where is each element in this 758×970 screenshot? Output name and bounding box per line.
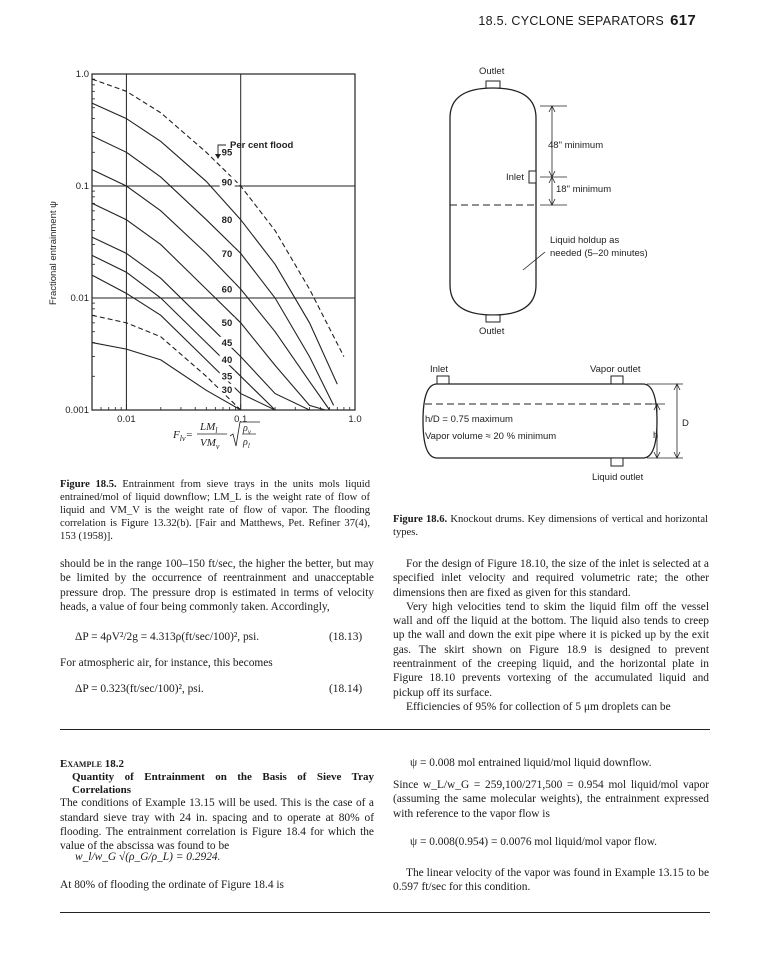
xlabel-eq: = [185,429,193,441]
xlabel-rden-sub: l [247,442,250,450]
holdup-label-1: Liquid holdup as [550,235,620,246]
curve-label-60: 60 [221,284,233,296]
example-label: Example 18.2 [60,758,125,770]
fig185-caption-label: Figure 18.5. [60,479,117,490]
xlabel-rnum-text: ρ [243,423,248,434]
vapor-volume-label: Vapor volume ≈ 20 % minimum [425,431,557,442]
example-left [60,757,374,853]
fig186-caption-label: Figure 18.6. [393,514,448,525]
vapor-outlet-label: Vapor outlet [590,364,641,375]
curve-label-30: 30 [221,384,233,396]
vert-outlet-bottom-label: Outlet [479,326,505,337]
curve-70-flood [92,170,330,410]
vapor-outlet-nozzle [611,376,623,384]
hd-label: h/D = 0.75 maximum [425,414,513,425]
holdup-label-2: needed (5–20 minutes) [550,248,648,259]
right-column [393,557,709,714]
example-right-paragraph-1: Since w_L/w_G = 259,100/271,500 = 0.954 mol liquid/mol vapor (assuming the same molecular weights), the entrainment expressed with reference to the vapor flow is [393,779,709,820]
fig185-caption-text: Entrainment from sieve trays in the units mols liquid entrained/mol of liquid downflow; LM_L is the weight rate of flow of liquid and VM_V is the weight rate of flow of vapor. The flooding correlation is Figure 13.32(b). [Fair and Matthews, Pet. Refiner 37(4), 153 (1958)]. [60,479,370,542]
horiz-inlet-label: Inlet [430,364,448,375]
curve-label-50: 50 [221,318,233,330]
curve-label-45: 45 [221,337,233,349]
example-paragraph-2: At 80% of flooding the ordinate of Figure 18.4 is [60,879,284,891]
holdup-leader [523,252,545,270]
x-tick-label: 1.0 [348,414,362,425]
x-tick-label: 0.01 [117,414,136,425]
page-number: 617 [670,12,696,29]
running-header [478,12,696,29]
horiz-inlet-nozzle [437,376,449,384]
figure-18-6-caption [393,513,708,539]
xlabel-den-sub: v [215,442,220,451]
dim-48-label: 48" minimum [548,140,604,151]
y-axis-label: Fractional entrainment ψ [48,201,59,305]
xlabel-lhs [172,429,193,443]
vert-inlet-label: Inlet [506,172,524,183]
curve-label-35: 35 [221,371,233,383]
header-section: 18.5. CYCLONE SEPARATORS [478,14,665,28]
curve-label-70: 70 [221,249,233,261]
x-tick-label: 0.1 [234,414,248,425]
left-paragraph-2: For atmospheric air, for instance, this becomes [60,657,273,669]
example-psi-vapor-equation: ψ = 0.008(0.954) = 0.0076 mol liquid/mol vapor flow. [410,836,658,848]
example-psi-equation: ψ = 0.008 mol entrained liquid/mol liquid downflow. [410,757,652,769]
equation-18-13-number: (18.13) [329,631,363,643]
y-tick-label: 1.0 [75,69,89,80]
right-paragraph-1: For the design of Figure 18.10, the size of the inlet is selected at a specified inlet velocity and required volumetric rate; the other dimensions then are fixed as given for this standard. [393,558,709,599]
curve-80-flood [92,136,334,406]
xlabel-num-sub: l [215,426,218,435]
xlabel-num-text: LM [200,421,216,433]
left-paragraph-1: should be in the range 100–150 ft/sec, the higher the better, but may be limited by the occurrence of reentrainment and unacceptable pressure drop. The pressure drop is estimated in terms of velocity heads, a value of four being commonly taken. Accordingly, [60,558,374,613]
right-paragraph-2: Very high velocities tend to skim the liquid film off the vessel wall and off the liquid at the bottom. The liquid also tends to creep up the wall and down the exit pipe where it is picked up by the exit gas. The skirt shown on Figure 18.9 is designed to prevent reentrainment of the creeping liquid, and the horizontal plate in Figure 18.10 prevents vortexing of the accumulated liquid and pickup off its surface. [393,600,709,699]
figure-18-5-caption [60,478,370,543]
horizontal-drum-diagram [395,358,725,498]
equation-18-14-number: (18.14) [329,683,363,695]
dim-18-label: 18" minimum [556,184,612,195]
legend-title: Per cent flood [230,140,294,151]
y-tick-label: 0.001 [65,405,89,416]
curve-label-90: 90 [221,177,233,189]
D-label: D [682,418,689,429]
vert-inlet-nozzle [529,171,536,183]
y-tick-label: 0.01 [70,293,89,304]
vert-outlet-top-nozzle [486,81,500,88]
xlabel-den-text: VM [200,437,216,449]
equation-18-13: ΔP = 4ρV²/2g = 4.313ρ(ft/sec/100)², psi. [75,631,260,643]
example-equation-1: w_l/w_G √(ρ_G/ρ_L) = 0.2924. [75,851,221,863]
chart-curves [92,79,344,410]
vertical-drum-diagram [395,60,725,337]
vert-vessel [450,88,536,315]
liquid-outlet-nozzle [611,458,623,466]
xlabel-den [200,437,220,451]
curve-label-40: 40 [221,355,233,367]
left-column [60,557,374,614]
xlabel-rden-text: ρ [243,437,248,448]
right-paragraph-3: Efficiencies of 95% for collection of 5 μm droplets can be [406,700,671,713]
h-label: h [653,430,659,441]
curve-label-80: 80 [221,214,233,226]
liquid-outlet-label: Liquid outlet [592,472,644,483]
curve-label-95: 95 [221,147,233,159]
vert-outlet-bottom-nozzle [486,315,500,322]
example-bottom-rule [60,912,710,913]
fig186-caption-text: Knockout drums. Key dimensions of vertical and horizontal types. [393,514,708,538]
example-top-rule [60,729,710,730]
xlabel-rden [242,437,250,450]
xlabel-F-sub: lv [179,434,186,443]
example-title: Quantity of Entrainment on the Basis of Sieve Tray Correlations [72,771,374,796]
xlabel-rnum-sub: v [247,428,251,436]
y-tick-label: 0.1 [75,181,89,192]
xlabel-num [199,421,218,435]
equation-18-14: ΔP = 0.323(ft/sec/100)², psi. [75,683,204,695]
example-paragraph-1: The conditions of Example 13.15 will be used. This is the case of a standard sieve tray with 24 in. spacing and to operate at 80% of flooding. The entrainment correlation is Figure 18.4 for which the value of the abscissa was found to be [60,797,374,853]
vert-outlet-top-label: Outlet [479,66,505,77]
xlabel-F: F [173,429,180,441]
entrainment-chart [40,60,370,475]
example-right-paragraph-2: The linear velocity of the vapor was found in Example 13.15 to be 0.597 ft/sec for this condition. [393,867,709,894]
horiz-dim-arrows [654,384,680,458]
